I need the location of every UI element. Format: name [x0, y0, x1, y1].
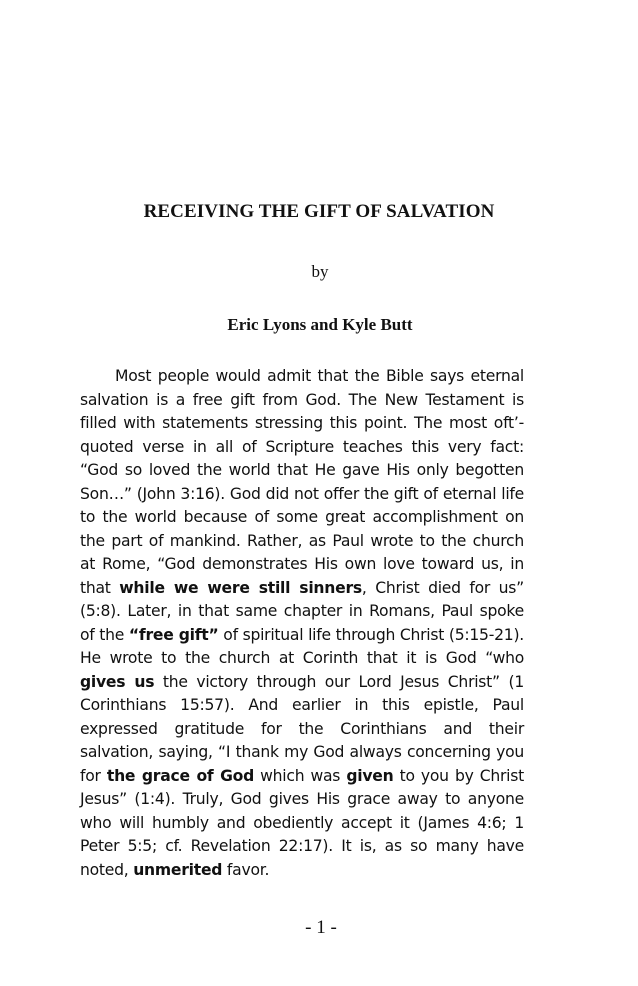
- text-segment: Most people would admit that the Bible says eternal salvation is a free gift from God. The New Testament is filled with statements stressing this point. The most oft’-quoted verse in all of Scripture teaches this very fact: “God so loved the world that He gave His only begotten Son…” (John 3:16). God did not offer the gift of eternal life to the world because of some great accomplishment on the part of mankind. Rather, as Paul wrote to the church at Rome, “God demonstrates His own love toward us, in that: [80, 367, 524, 597]
- bold-phrase: “free gift”: [128, 625, 219, 644]
- bold-phrase: given: [346, 766, 394, 785]
- authors: Eric Lyons and Kyle Butt: [227, 315, 413, 334]
- bold-phrase: unmerited: [133, 860, 223, 879]
- bold-phrase: while we were still sinners: [119, 578, 362, 597]
- byline: by: [311, 262, 329, 281]
- bold-phrase: gives us: [80, 672, 155, 691]
- page-number: - 1 -: [305, 917, 337, 938]
- text-segment: of spiritual life through Christ (5:15-21). He wrote to the church at Corinth that it is God “who: [80, 625, 524, 667]
- document-title: RECEIVING THE GIFT OF SALVATION: [143, 201, 495, 222]
- text-segment: , Christ died for us” (5:8). Later, in that same chapter in Romans, Paul spoke of the: [80, 578, 524, 644]
- text-segment: favor.: [222, 860, 270, 879]
- text-segment: which was: [254, 766, 347, 785]
- body-paragraph: [80, 365, 524, 882]
- bold-phrase: the grace of God: [106, 766, 254, 785]
- text-segment: the victory through our Lord Jesus Christ” (1 Corinthians 15:57). And earlier in this epistle, Paul expressed gratitude for the Corinthians and their salvation, saying, “I thank my God always concerning you for: [80, 672, 525, 785]
- text-segment: to you by Christ Jesus” (1:4). Truly, God gives His grace away to anyone who will humbly and obediently accept it (James 4:6; 1 Peter 5:5; cf. Revelation 22:17). It is, as so many have noted,: [80, 766, 524, 879]
